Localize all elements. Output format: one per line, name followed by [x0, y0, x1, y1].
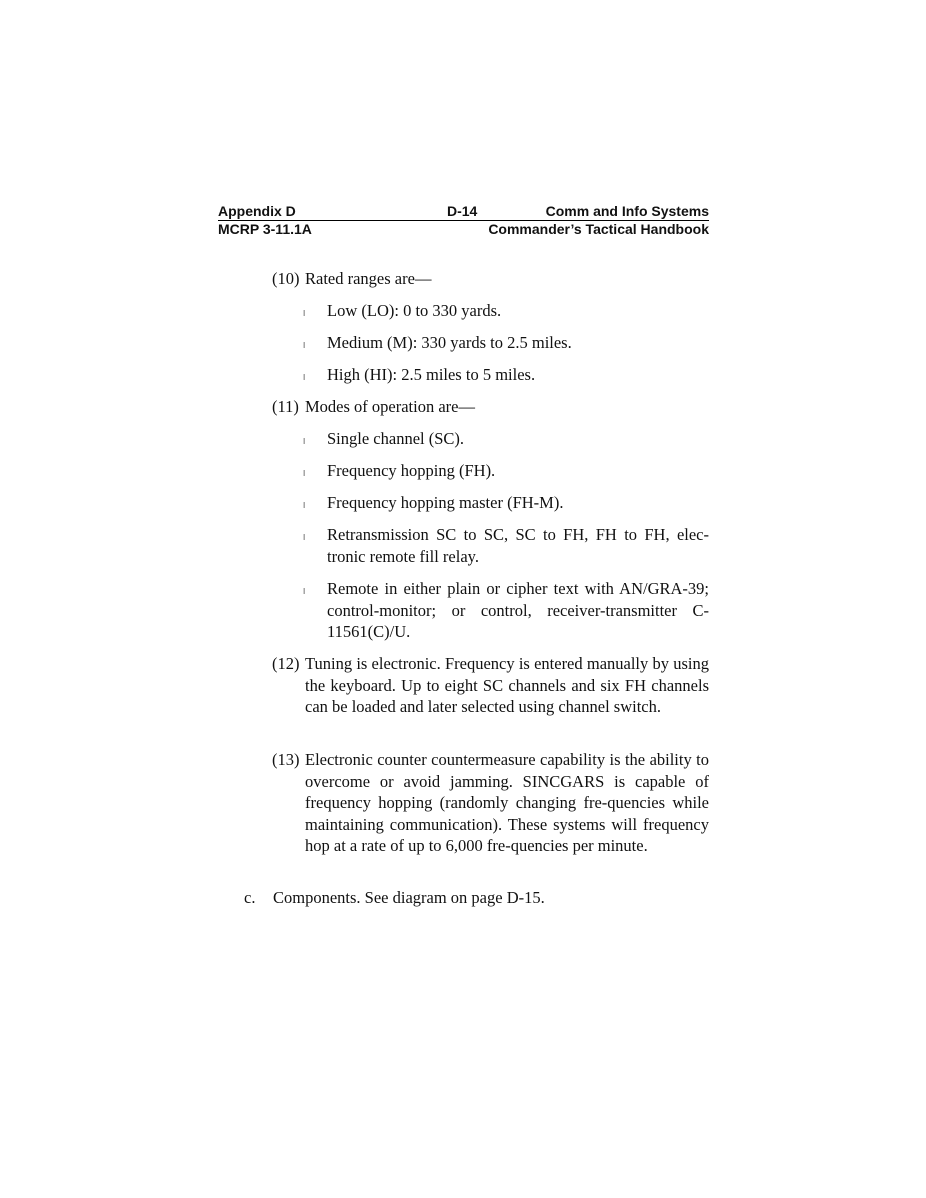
bullet-text: Frequency hopping master (FH-M).	[327, 493, 564, 512]
item-number: (12)	[272, 654, 300, 673]
bullet-icon: l	[303, 437, 306, 446]
bullet-item	[303, 300, 709, 322]
bullet-icon: l	[303, 469, 306, 478]
publication-number: MCRP 3-11.1A	[218, 221, 312, 237]
bullet-item	[303, 364, 709, 386]
bullet-icon: l	[303, 587, 306, 596]
bullet-item	[303, 460, 709, 482]
appendix-label: Appendix D	[218, 203, 296, 219]
page-number: D-14	[447, 203, 478, 219]
paragraph-letter: c.	[244, 888, 256, 907]
paragraph-text: Components. See diagram on page D-15.	[273, 888, 545, 907]
bullet-item	[303, 524, 709, 567]
item-number: (13)	[272, 750, 300, 769]
bullet-item	[303, 332, 709, 354]
bullet-icon: l	[303, 341, 306, 350]
bullet-icon: l	[303, 533, 306, 542]
item-number: (10)	[272, 269, 300, 288]
bullet-item	[303, 492, 709, 514]
handbook-title: Commander’s Tactical Handbook	[488, 221, 709, 237]
item-text: Electronic counter countermeasure capability is the ability to overcome or avoid jamming. SINCGARS is capable of frequency hopping (randomly changing fre-quencies while maintaining communication). These systems will frequency hop at a rate of up to 6,000 fre-quencies per minute.	[305, 750, 709, 855]
section-title: Comm and Info Systems	[545, 203, 709, 219]
running-header-bottom	[218, 221, 709, 238]
bullet-text: Frequency hopping (FH).	[327, 461, 496, 480]
running-header-top	[218, 203, 709, 221]
numbered-item-11	[272, 396, 709, 418]
paragraph-c	[244, 887, 709, 909]
numbered-item-10	[272, 268, 709, 290]
item-number: (11)	[272, 397, 299, 416]
numbered-item-12	[272, 653, 709, 718]
bullet-icon: l	[303, 501, 306, 510]
bullet-icon: l	[303, 373, 306, 382]
item-text: Rated ranges are—	[305, 269, 432, 288]
bullet-text: Single channel (SC).	[327, 429, 465, 448]
item-text: Tuning is electronic. Frequency is entered manually by using the keyboard. Up to eight SC channels and six FH channels can be loaded and later selected using channel switch.	[305, 654, 709, 716]
bullet-item	[303, 578, 709, 643]
bullet-text: Retransmission SC to SC, SC to FH, FH to FH, elec-tronic remote fill relay.	[327, 525, 709, 566]
bullet-text: Low (LO): 0 to 330 yards.	[327, 301, 502, 320]
bullet-text: Remote in either plain or cipher text with AN/GRA-39; control-monitor; or control, receiver-transmitter C-11561(C)/U.	[327, 579, 709, 641]
item-text: Modes of operation are—	[305, 397, 475, 416]
bullet-text: High (HI): 2.5 miles to 5 miles.	[327, 365, 536, 384]
bullet-icon: l	[303, 309, 306, 318]
bullet-text: Medium (M): 330 yards to 2.5 miles.	[327, 333, 572, 352]
numbered-item-13	[272, 749, 709, 857]
bullet-item	[303, 428, 709, 450]
